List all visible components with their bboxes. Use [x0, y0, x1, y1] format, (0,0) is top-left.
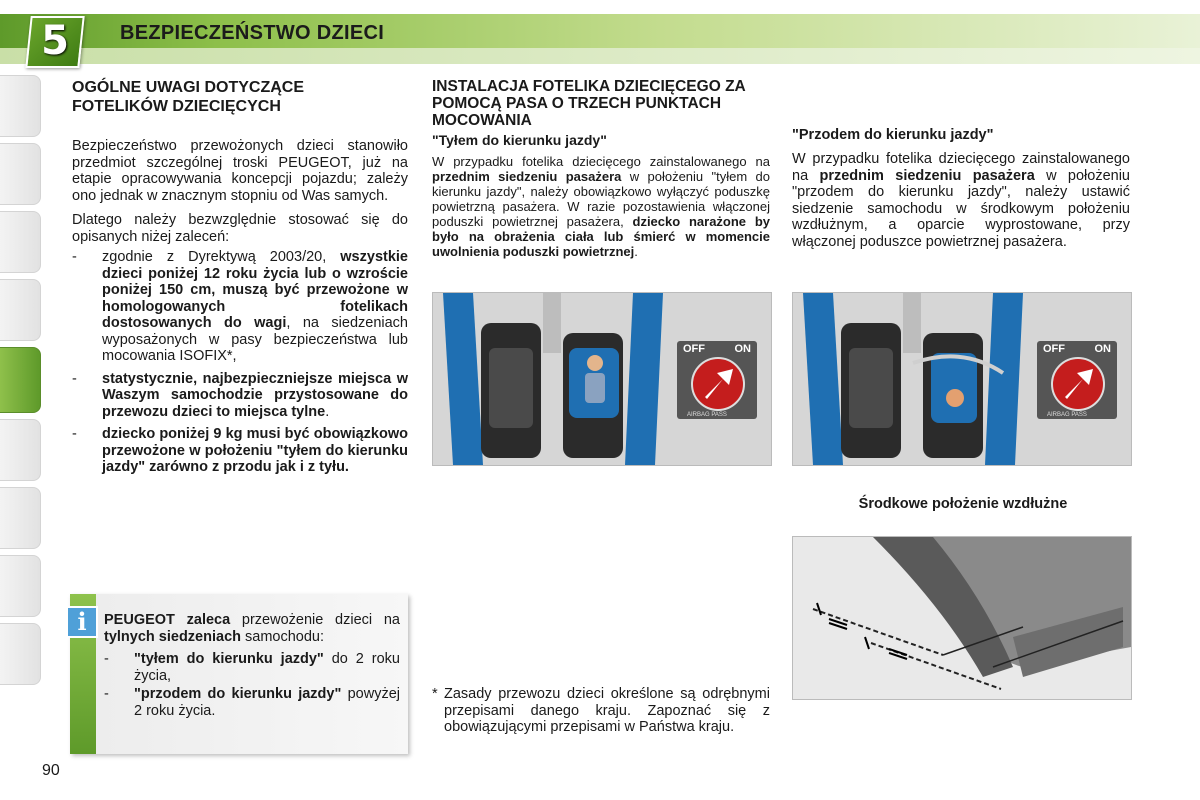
list-item: - zgodnie z Dyrektywą 2003/20, wszystkie dzieci poniżej 12 roku życia lub o wzroście poniżej 150 cm, muszą być przewożone w homologowanych fotelikach dostosowanych do wagi, na siedzeniach wyposażonych w pasy bezpieczeństwa lub mocowania ISOFIX*,: [72, 249, 408, 364]
section-subtitle: "Przodem do kierunku jazdy": [792, 127, 994, 143]
list-item: - statystycznie, najbezpieczniejsze miejsca w Waszym samochodzie przystosowane do przewozu dzieci to miejsca tylne.: [72, 370, 408, 420]
seat-position-caption: Środkowe położenie wzdłużne: [858, 496, 1068, 512]
chapter-tab[interactable]: [0, 419, 41, 481]
chapter-tab[interactable]: [0, 555, 41, 617]
chapter-tab[interactable]: [0, 623, 41, 685]
page-number: 90: [42, 762, 60, 779]
chapter-tab[interactable]: [0, 143, 41, 205]
footnote: * Zasady przewozu dzieci określone są odrębnymi przepisami danego kraju. Zapoznać się z obowiązującymi przepisami w Państwa kraju.: [432, 686, 770, 735]
general-remarks-section: [72, 78, 408, 482]
recommendations-list: [72, 249, 408, 476]
section-title: INSTALACJA FOTELIKA DZIECIĘCEGO ZA POMOCĄ PASA O TRZECH PUNKTACH MOCOWANIA: [432, 78, 746, 129]
list-item: - "przodem do kierunku jazdy" powyżej 2 roku życia.: [104, 686, 400, 719]
chapter-tab-active[interactable]: [0, 347, 41, 413]
airbag-switch-dial: [691, 357, 745, 411]
section-subtitle: FOTELIKÓW DZIECIĘCYCH: [72, 98, 281, 115]
rear-facing-paragraph: W przypadku fotelika dziecięcego zainstalowanego na przednim siedzeniu pasażera w położeniu "tyłem do kierunku jazdy", należy obowiązkowo wyłączyć poduszkę powietrzną pasażera. W razie pozostawienia włączonej poduszki powietrznej pasażera, dziecko narażone by było na obrażenia ciała lub śmierć w momencie uwolnienia poduszki powietrznej.: [432, 154, 770, 259]
section-title: OGÓLNE UWAGI DOTYCZĄCE: [72, 79, 304, 96]
page-header: [0, 14, 1200, 64]
info-text: PEUGEOT zaleca przewożenie dzieci na tylnych siedzeniach samochodu: - "tyłem do kierunku jazdy" do 2 roku życia, - "przodem do kierunku jazdy" powyżej 2 roku życia.: [104, 612, 400, 719]
info-list: [104, 651, 400, 719]
list-item: - dziecko poniżej 9 kg musi być obowiązkowo przewożone w położeniu "tyłem do kierunku jazdy" zarówno z przodu jak i z tyłu.: [72, 426, 408, 475]
recommendations-intro: Dlatego należy bezwzględnie stosować się do opisanych niżej zaleceń:: [72, 212, 408, 245]
forward-facing-section: [792, 124, 1130, 250]
chapter-tab[interactable]: [0, 279, 41, 341]
rear-facing-section: [432, 78, 770, 259]
arrow-icon: [693, 359, 743, 409]
airbag-switch-plate: OFF ON AIRBAG PASS: [1037, 341, 1117, 419]
airbag-switch-dial: [1051, 357, 1105, 411]
section-subtitle: "Tyłem do kierunku jazdy": [432, 132, 607, 148]
header-stripe: [0, 48, 1200, 64]
info-box: [70, 594, 408, 754]
seat-rail-diagram: [793, 537, 1131, 699]
rear-facing-illustration: [432, 292, 772, 466]
chapter-tab[interactable]: [0, 487, 41, 549]
chapter-number: 5: [41, 18, 69, 64]
info-icon: i: [66, 606, 98, 638]
list-item: - "tyłem do kierunku jazdy" do 2 roku życia,: [104, 651, 400, 684]
chapter-title: BEZPIECZEŃSTWO DZIECI: [120, 22, 385, 44]
chapter-tab[interactable]: [0, 75, 41, 137]
airbag-switch-plate: OFF ON AIRBAG PASS: [677, 341, 757, 419]
chapter-tab[interactable]: [0, 211, 41, 273]
arrow-icon: [1053, 359, 1103, 409]
chapter-tabs: [0, 75, 42, 715]
intro-paragraph: Bezpieczeństwo przewożonych dzieci stanowiło przedmiot szczególnej troski PEUGEOT, już na etapie opracowywania koncepcji pojazdu; zależy ono jednak w znacznym stopniu od Was samych.: [72, 138, 408, 204]
seat-position-illustration: [792, 536, 1132, 700]
forward-facing-paragraph: W przypadku fotelika dziecięcego zainstalowanego na przednim siedzeniu pasażera w położeniu "przodem do kierunku jazdy", należy ustawić siedzenie samochodu w środkowym położeniu wzdłużnym, a oparcie wyprostowane, przy włączonej poduszce powietrznej pasażera.: [792, 151, 1130, 250]
forward-facing-illustration: [792, 292, 1132, 466]
